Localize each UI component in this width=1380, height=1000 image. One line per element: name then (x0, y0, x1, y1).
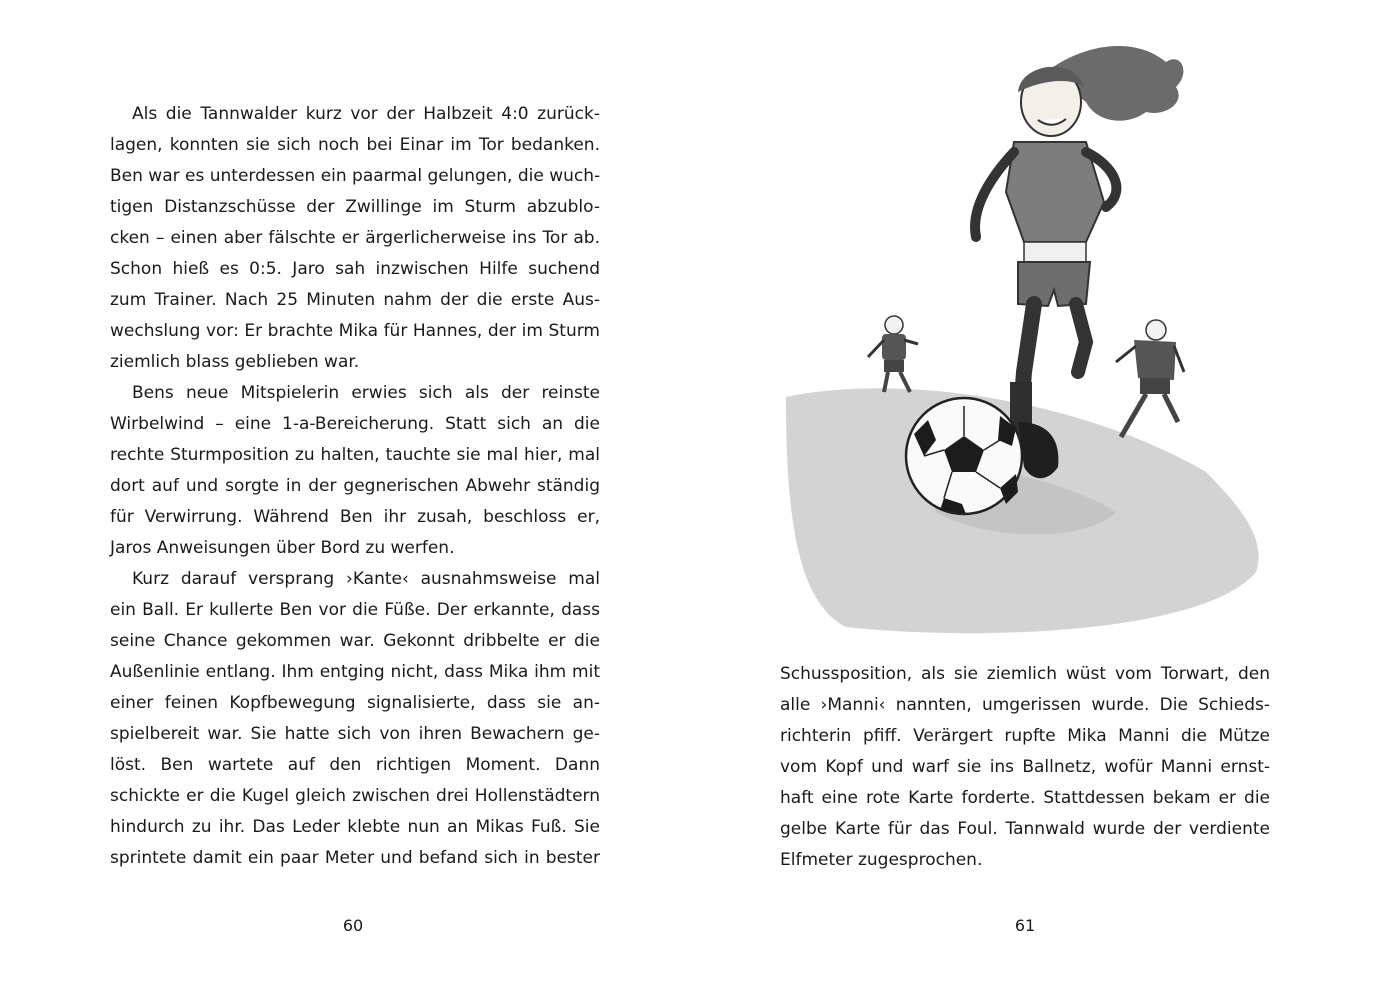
text-line: Ben war es unterdessen ein paarmal gelungen, die wuch- (110, 166, 601, 186)
background-player-left (868, 316, 918, 392)
text-line: haft eine rote Karte forderte. Stattdessen bekam er die (780, 788, 1270, 808)
text-line: vom Kopf und warf sie ins Ballnetz, wofür Manni ernst- (780, 757, 1270, 777)
left-page-text (110, 99, 600, 874)
text-line: Außenlinie entlang. Ihm entging nicht, dass Mika ihm mit (110, 662, 600, 682)
text-line: zum Trainer. Nach 25 Minuten nahm der die erste Aus- (110, 290, 600, 310)
text-line: spielbereit war. Sie hatte sich von ihren Bewachern ge- (110, 724, 600, 744)
right-page (690, 0, 1380, 1000)
text-line: für Verwirrung. Während Ben ihr zusah, beschloss er, (110, 507, 600, 527)
text-line: Elfmeter zugesprochen. (780, 850, 983, 870)
text-line: hindurch zu ihr. Das Leder klebte nun an Mikas Fuß. Sie (110, 817, 600, 837)
text-line: dort auf und sorgte in der gegnerischen Abwehr ständig (110, 476, 600, 496)
text-line: gelbe Karte für das Foul. Tannwald wurde der verdiente (780, 819, 1270, 839)
text-line: einer feinen Kopfbewegung signalisierte, dass sie an- (110, 693, 600, 713)
text-line: schickte er die Kugel gleich zwischen drei Hollenstädtern (110, 786, 600, 806)
text-line: Wirbelwind – eine 1-a-Bereicherung. Statt sich an die (110, 414, 600, 434)
text-line: Kurz darauf versprang ›Kante‹ ausnahmsweise mal (132, 569, 600, 589)
text-line: löst. Ben wartete auf den richtigen Moment. Dann (110, 755, 600, 775)
text-line: tigen Distanzschüsse der Zwillinge im Sturm abzublo- (110, 197, 600, 217)
text-line: rechte Sturmposition zu halten, tauchte sie mal hier, mal (110, 445, 600, 465)
text-line: richterin pfiff. Verärgert rupfte Mika Manni die Mütze (780, 726, 1270, 746)
text-line: sprintete damit ein paar Meter und befand sich in bester (110, 848, 600, 868)
text-line: ziemlich blass geblieben war. (110, 352, 360, 372)
text-line: wechslung vor: Er brachte Mika für Hannes, der im Sturm (110, 321, 600, 341)
text-line: Schussposition, als sie ziemlich wüst vom Torwart, den (780, 664, 1270, 684)
text-line: Bens neue Mitspielerin erwies sich als der reinste (132, 383, 600, 403)
text-line: Jaros Anweisungen über Bord zu werfen. (110, 538, 455, 558)
text-line: cken – einen aber fälschte er ärgerlicherweise ins Tor ab. (110, 228, 600, 248)
text-line: alle ›Manni‹ nannten, umgerissen wurde. Die Schieds- (780, 695, 1270, 715)
page-number: 61 (1014, 916, 1036, 935)
text-line: ein Ball. Er kullerte Ben vor die Füße. Der erkannte, dass (110, 600, 600, 620)
text-line: lagen, konnten sie sich noch bei Einar im Tor bedanken. (110, 135, 600, 155)
background-player-right (1116, 320, 1184, 437)
page-number: 60 (342, 916, 364, 935)
text-line: seine Chance gekommen war. Gekonnt dribbelte er die (110, 631, 600, 651)
text-line: Als die Tannwalder kurz vor der Halbzeit 4:0 zurück- (132, 104, 600, 124)
soccer-girl-illustration-icon (786, 42, 1266, 642)
text-line: Schon hieß es 0:5. Jaro sah inzwischen Hilfe suchend (110, 259, 600, 279)
right-page-text (780, 659, 1270, 876)
soccer-ball-icon (906, 398, 1022, 514)
